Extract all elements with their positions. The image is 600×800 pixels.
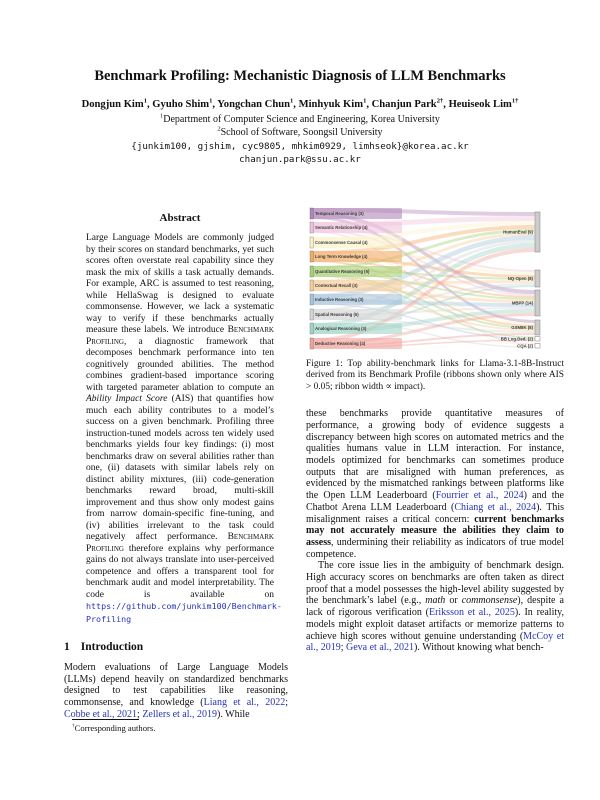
ability-node-bar [310, 323, 313, 334]
ability-node-bar [310, 237, 313, 248]
text-segment: Large Language Models are commonly judged by their scores on standard benchmarks, yet such scores often overstate real capability since they mask the mix of skills a task actually demands. For example, ARC is assumed to test reasoning, while HellaSwag is designed to evaluate commonsense. However, we lack a systematic way to verify if these benchmarks actually measure these labels. We introduce [86, 233, 274, 335]
text-segment: , Yongchan Chun [212, 99, 291, 110]
benchmark-node-bar [535, 344, 540, 349]
email-single: chanjun.park@ssu.ac.kr [239, 154, 361, 165]
ability-node-label: Spatial Reasoning (5) [315, 312, 359, 318]
right-column [306, 202, 564, 654]
text-segment: , undermining their reliability as indicators of true model competence. [306, 536, 564, 560]
text-segment: math [425, 595, 446, 607]
text-segment: current benchmarks may not accurately measure the abilities they claim to assess [306, 513, 564, 548]
text-segment: ), despite a lack of rigorous verification ( [306, 595, 564, 619]
text-segment: ). This misalignment raises a critical concern: [306, 501, 564, 525]
paper-title: Benchmark Profiling: Mechanistic Diagnosis of LLM Benchmarks [94, 68, 506, 84]
text-segment: 1 [143, 97, 147, 105]
author-line [20, 99, 580, 110]
affiliation-2 [20, 127, 580, 138]
section-title: Introduction [80, 641, 144, 653]
inline-link[interactable]: Liang et al., 2022 [203, 697, 286, 709]
text-segment: Department of Computer Science and Engineering, Korea University [163, 114, 440, 125]
inline-link[interactable]: Zellers et al., 2019 [142, 708, 218, 720]
text-segment: ; [340, 642, 346, 654]
inline-link[interactable]: McCoy et al., 2019 [306, 630, 565, 654]
introduction-paragraph [64, 662, 288, 721]
affiliation-1 [20, 114, 580, 125]
text-segment: ) and the Chatbot Arena LLM Leaderboard ( [306, 490, 564, 513]
benchmark-node-bar [535, 212, 540, 252]
ability-node-bar [310, 266, 313, 277]
text-segment: , a diagnostic framework that decomposes benchmark performance into ten cognitively grounded abilities. The method combines gradient-based importance scoring with targeted parameter ablation to compute an [86, 336, 274, 393]
ability-node-label: Commonsense Causal (4) [315, 240, 368, 246]
right-paragraph-2 [306, 560, 564, 654]
section-heading-introduction [64, 641, 288, 653]
text-segment: 2 [217, 125, 221, 133]
text-segment: these benchmarks provide quantitative measures of performance, a growing body of evidence suggests a discrepancy between high scores on automated metrics and the qualities humans value in LLM interaction. For instance, models optimized for benchmarks can sometimes produce outputs that are misaligned with human preferences, as evidenced by the mismatched rankings between platforms like the Open LLM Leaderboard ( [306, 408, 564, 502]
text-segment: , Gyuho Shim [146, 99, 210, 110]
text-segment: Modern evaluations of Large Language Models (LLMs) depend heavily on standardized benchmarks designed to test capabilities like reasoning, commonsense, and knowledge ( [64, 662, 288, 709]
text-segment: 1 [209, 97, 213, 105]
text-segment: or [445, 595, 462, 607]
text-segment: The core issue lies in the ambiguity of benchmark design. High accuracy scores on benchmarks are often taken as direct proof that a model possesses the high-level ability suggested by the benchmark’s label (e.g., [306, 560, 564, 607]
benchmark-node-label: GSM8K (8) [511, 325, 533, 331]
text-segment: therefore explains why performance gains do not always translate into user-perceived competence and offers a transparent tool for benchmark audit and model interpretability. The code is available on [86, 543, 274, 600]
benchmark-node-label: HumanEval (9) [503, 229, 533, 235]
text-segment: ; [285, 697, 288, 709]
text-segment: † [72, 723, 75, 730]
text-segment: , Heuiseok Lim [443, 99, 512, 110]
ability-node-bar [310, 208, 313, 219]
inline-link[interactable]: Chiang et al., 2024 [454, 501, 537, 513]
footnote-text [72, 723, 288, 733]
ability-node-label: Quantitative Reasoning (5) [315, 269, 370, 275]
ability-node-label: Temporal Reasoning (3) [315, 211, 364, 217]
email-group: {junkim100, gjshim, cyc9805, mhkim0929, limhseok}@korea.ac.kr [131, 141, 469, 152]
right-paragraph-1 [306, 408, 564, 560]
text-segment: , Chanjun Park [366, 99, 437, 110]
benchmark-node-label: NQ-Open (8) [507, 276, 533, 282]
benchmark-node-label: MBPP (14) [511, 300, 533, 306]
ability-node-bar [310, 222, 313, 233]
figure1-caption: Figure 1: Top ability-benchmark links for Llama-3.1-8B-Instruct derived from its Benchmark Profile (ribbons shown only where AIS > 0.05; ribbon width ∝ impact). [306, 359, 564, 392]
ability-node-label: Semantic Relationship (4) [315, 225, 368, 231]
text-segment: , Minhyuk Kim [293, 99, 364, 110]
abstract-heading: Abstract [159, 212, 201, 224]
benchmark-node-bar [535, 337, 540, 342]
ability-node-label: Long Term Knowledge (4) [315, 254, 368, 260]
text-segment: ). While [217, 708, 250, 720]
ability-node-bar [310, 251, 313, 262]
ability-node-bar [310, 280, 313, 291]
inline-link[interactable]: Eriksson et al., 2025 [428, 607, 515, 619]
inline-link[interactable]: https://github.com/junkim100/Benchmark-Profiling [86, 601, 282, 624]
footnote [64, 719, 288, 733]
text-segment: Ability Impact Score [86, 394, 168, 404]
text-segment: 1† [511, 97, 519, 105]
text-segment: 1 [290, 97, 294, 105]
text-segment: ). In reality, models might exploit dataset artifacts or memorize patterns to achieve high scores without genuine understanding ( [306, 607, 564, 642]
ability-node-bar [310, 309, 313, 320]
benchmark-node-bar [535, 270, 540, 287]
figure1-sankey-diagram [306, 202, 564, 354]
ability-node-bar [310, 294, 313, 305]
section-number: 1 [64, 641, 70, 653]
text-segment: ; [137, 708, 143, 720]
text-segment: Dongjun Kim [81, 99, 144, 110]
text-segment: Benchmark Profiling [86, 325, 274, 347]
text-segment: 2† [436, 97, 444, 105]
inline-link[interactable]: Fourrier et al., 2024 [435, 490, 524, 502]
inline-link[interactable]: Geva et al., 2021 [346, 642, 415, 654]
footnote-rule [72, 719, 139, 720]
ability-node-label: Inductive Reasoning (3) [315, 297, 364, 303]
ability-node-label: Deductive Reasoning (4) [315, 341, 366, 347]
abstract-body [86, 233, 282, 626]
left-column [64, 212, 288, 721]
ability-node-label: Analogical Reasoning (3) [315, 326, 367, 332]
text-segment: commonsense [461, 595, 518, 607]
inline-link[interactable]: Cobbe et al., 2021 [64, 708, 138, 720]
benchmark-node-bar [535, 290, 540, 316]
text-segment: School of Software, Soongsil University [220, 127, 383, 138]
benchmark-node-label: CQA (2) [517, 343, 533, 349]
text-segment: Benchmark Profiling [86, 532, 274, 554]
ability-node-bar [310, 338, 313, 349]
text-segment: ). Without knowing what bench- [414, 642, 544, 654]
text-segment: Corresponding authors. [74, 723, 156, 733]
benchmark-node-bar [535, 320, 540, 335]
text-segment: 1 [363, 97, 367, 105]
text-segment: 1 [160, 112, 164, 120]
ability-node-label: Contextual Recall (4) [315, 283, 358, 289]
text-segment: (AIS) that quantifies how much each ability contributes to a model’s success on a given benchmark. Profiling three instruction-tuned models across ten widely used benchmarks yields four key findings: (i) most benchmarks draw on several abilities rather than one, (ii) datasets with similar labels rely on distinct ability mixtures, (iii) code-generation benchmarks reward broad, multi-skill improvement and thus show only modest gains from narrow domain-specific fine-tuning, and (iv) abilities irrelevant to the task could negatively affect performance. [86, 394, 274, 542]
benchmark-node-label: BB Log.Ded. (2) [500, 336, 533, 342]
